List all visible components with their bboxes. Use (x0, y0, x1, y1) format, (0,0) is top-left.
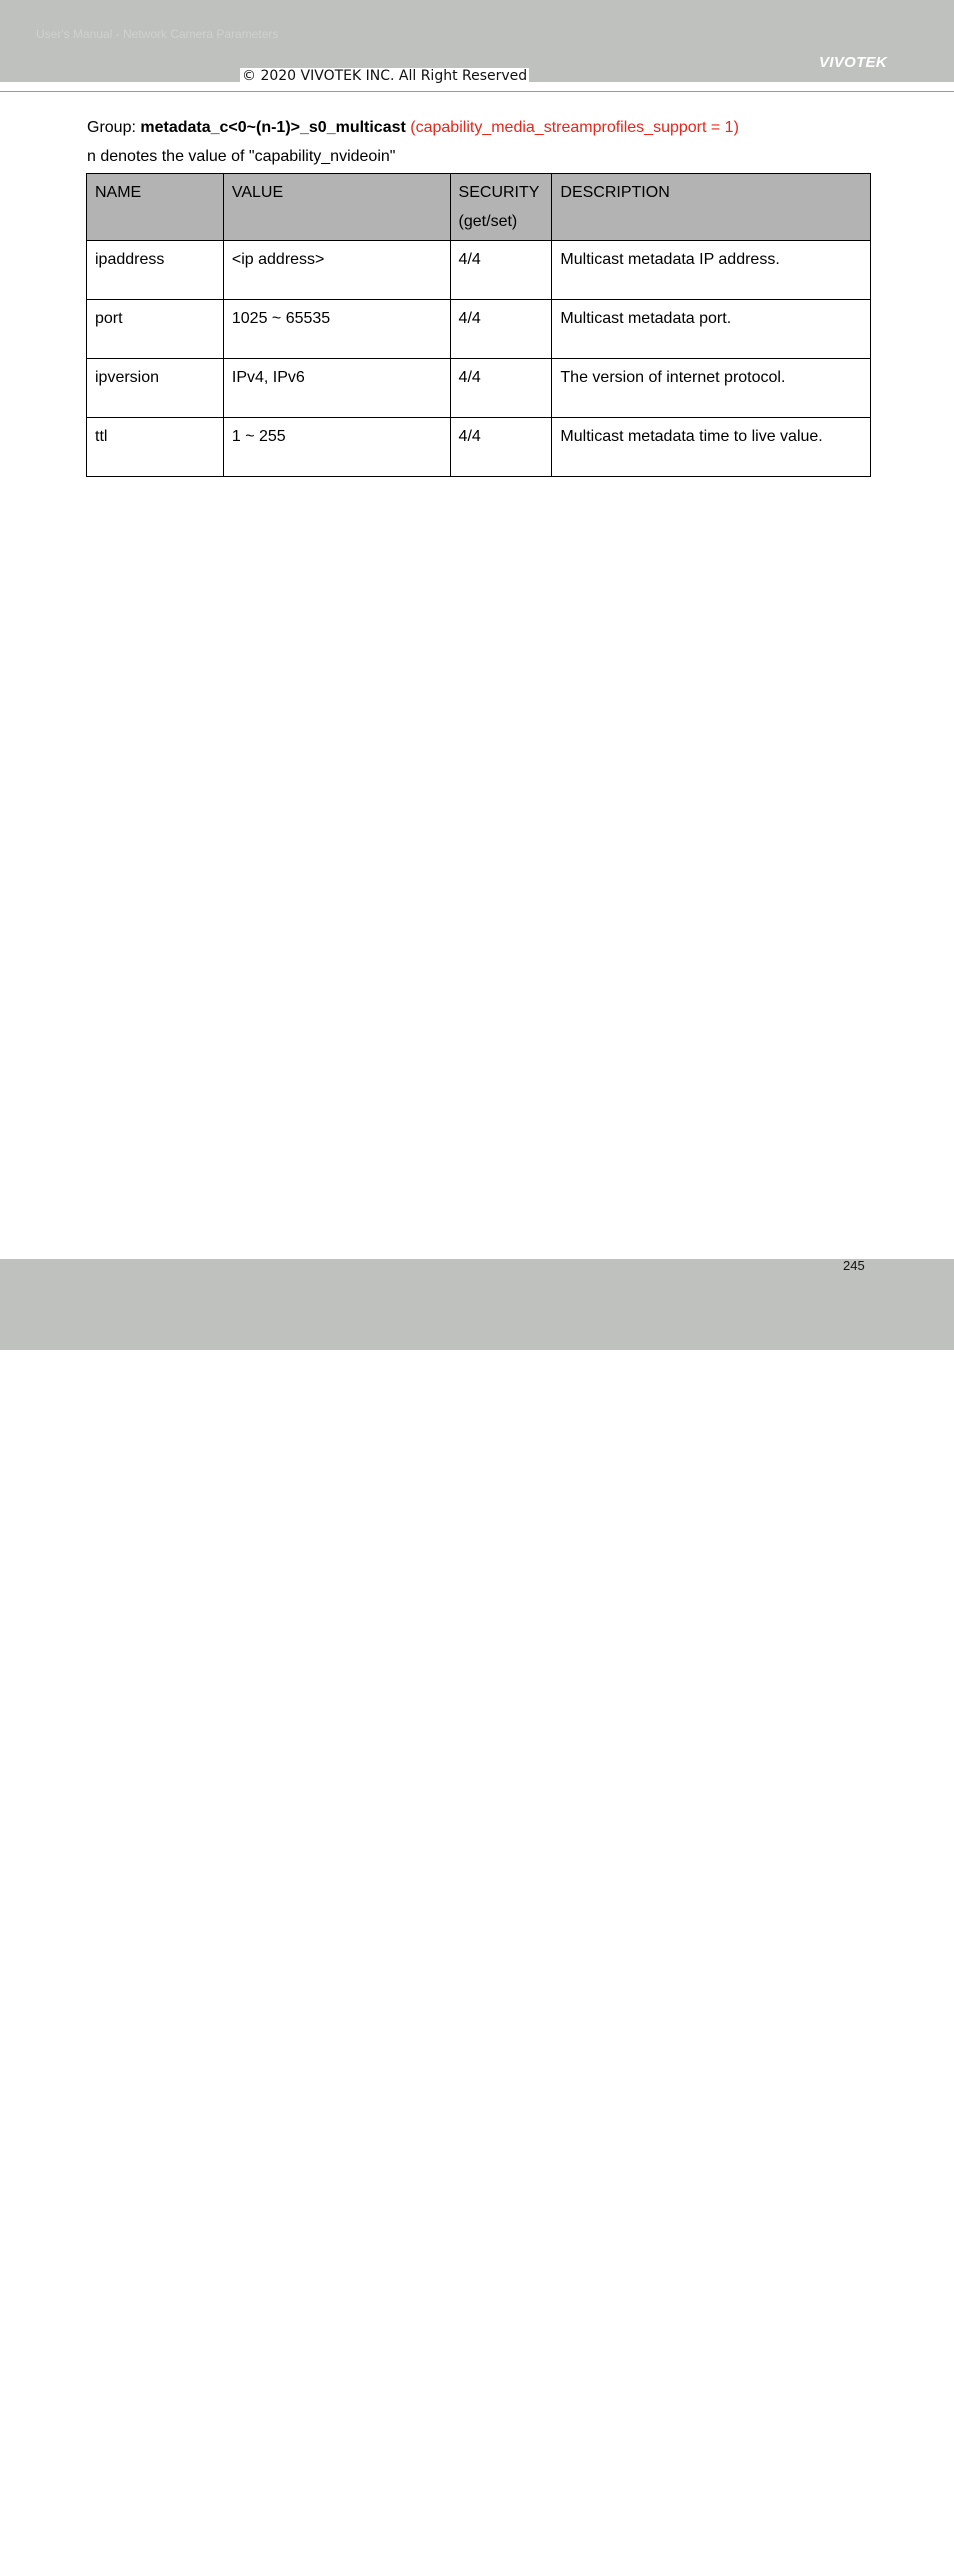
manual-page-reference: User's Manual - 399 (771, 2534, 887, 2549)
page-footer (0, 1259, 954, 2549)
table-row (87, 418, 871, 477)
table-row (87, 359, 871, 418)
header-faint-text: User's Manual - Network Camera Parameters (36, 27, 279, 41)
group-prefix: Group: (87, 119, 141, 136)
header-divider (0, 91, 954, 92)
param-description: Multicast metadata port. (552, 300, 871, 359)
column-header-value: VALUE (223, 174, 450, 241)
param-name: ipaddress (87, 241, 224, 300)
param-description: The version of internet protocol. (552, 359, 871, 418)
parameter-table (86, 173, 871, 477)
brand-logo-text: VIVOTEK (819, 54, 887, 71)
param-security: 4/4 (450, 418, 552, 477)
page-number: 245 (843, 1258, 865, 1273)
param-name: ttl (87, 418, 224, 477)
table-row (87, 241, 871, 300)
param-value: 1 ~ 255 (223, 418, 450, 477)
column-header-description: DESCRIPTION (552, 174, 871, 241)
param-security: 4/4 (450, 300, 552, 359)
param-name: ipversion (87, 359, 224, 418)
param-security: 4/4 (450, 359, 552, 418)
param-value: 1025 ~ 65535 (223, 300, 450, 359)
group-note: n denotes the value of "capability_nvideoin" (87, 148, 396, 165)
param-value: IPv4, IPv6 (223, 359, 450, 418)
table-row (87, 300, 871, 359)
column-header-security: SECURITY(get/set) (450, 174, 552, 241)
param-name: port (87, 300, 224, 359)
param-description: Multicast metadata time to live value. (552, 418, 871, 477)
column-header-name: NAME (87, 174, 224, 241)
param-value: <ip address> (223, 241, 450, 300)
group-heading (87, 119, 739, 137)
group-name: metadata_c<0~(n-1)>_s0_multicast (140, 119, 406, 136)
param-description: Multicast metadata IP address. (552, 241, 871, 300)
group-condition: (capability_media_streamprofiles_support = 1) (410, 119, 739, 136)
table-header-row (87, 174, 871, 241)
param-security: 4/4 (450, 241, 552, 300)
copyright-notice: © 2020 VIVOTEK INC. All Right Reserved (242, 68, 528, 84)
